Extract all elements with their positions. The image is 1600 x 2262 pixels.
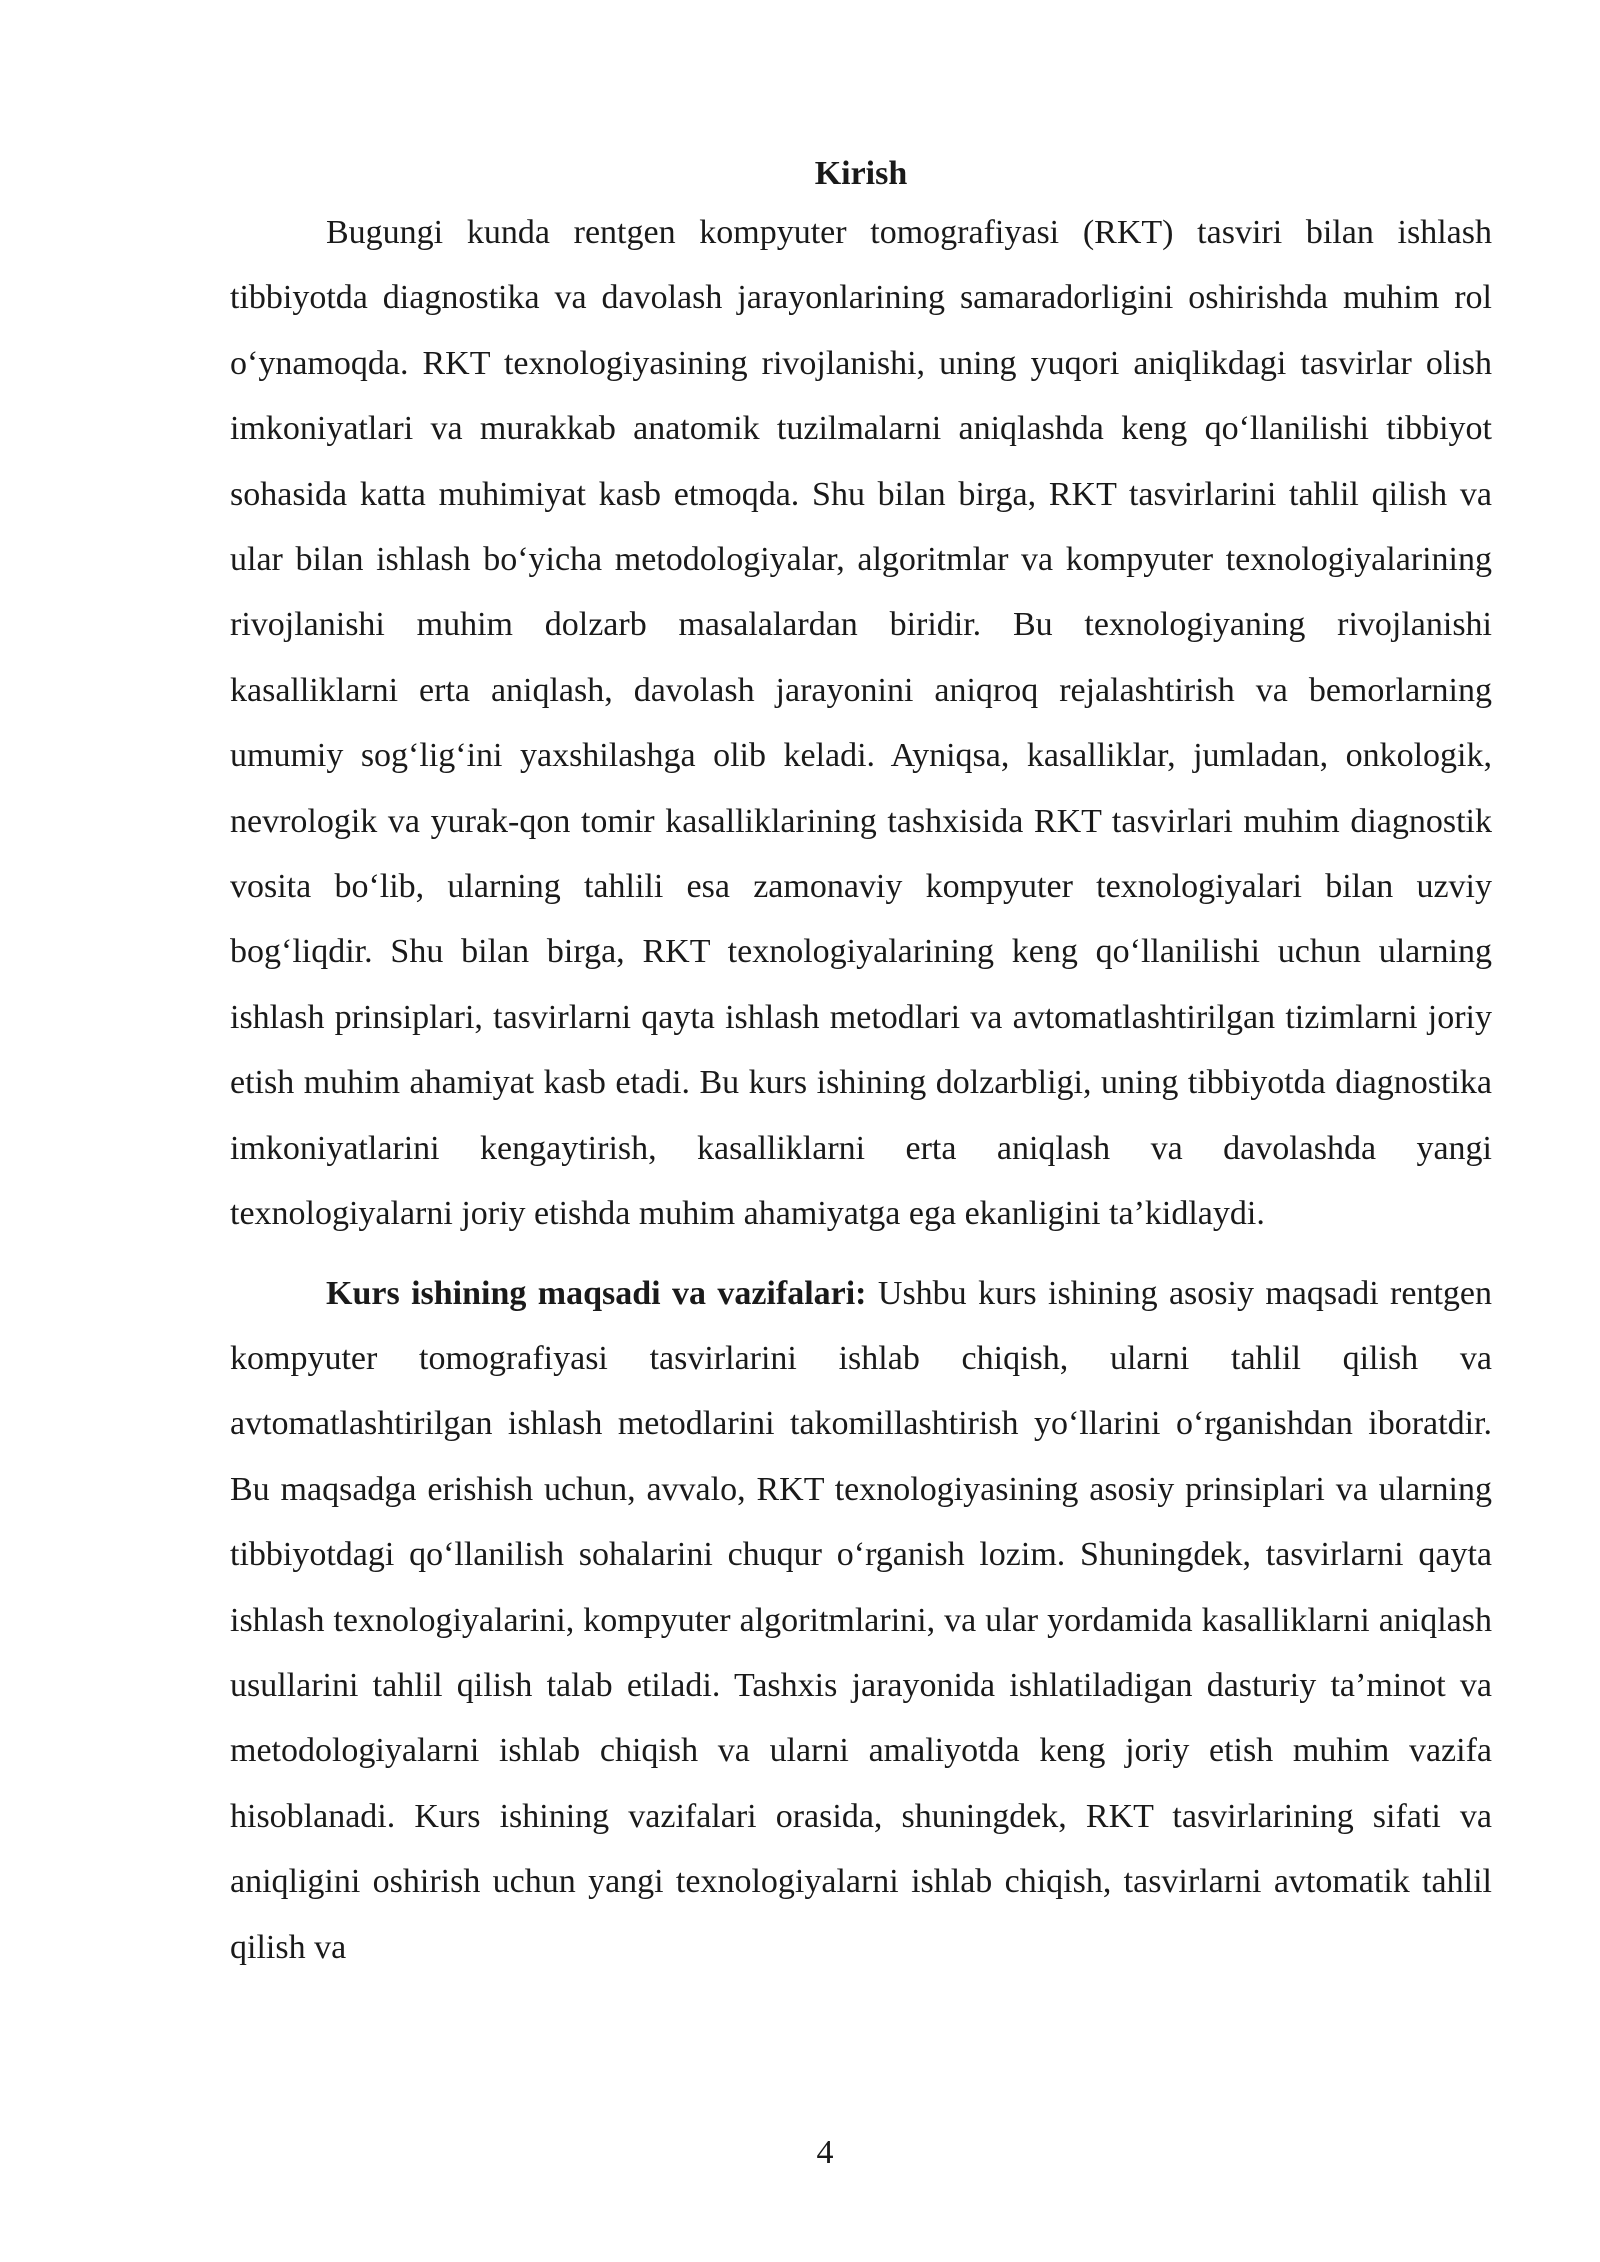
- page-number: 4: [816, 2134, 834, 2171]
- section-heading: Kirish: [814, 155, 908, 192]
- document-page: [230, 150, 1492, 1980]
- goals-lead: Kurs ishining maqsadi va vazifalari:: [326, 1274, 867, 1312]
- intro-paragraph: Bugungi kunda rentgen kompyuter tomografiyasi (RKT) tasviri bilan ishlash tibbiyotda diagnostika va davolash jarayonlarining samaradorligini oshirishda muhim rol o‘ynamoqda. RKT texnologiyasining rivojlanishi, uning yuqori aniqlikdagi tasvirlar olish imkoniyatlari va murakkab anatomik tuzilmalarni aniqlashda keng qo‘llanilishi tibbiyot sohasida katta muhimiyat kasb etmoqda. Shu bilan birga, RKT tasvirlarini tahlil qilish va ular bilan ishlash bo‘yicha metodologiyalar, algoritmlar va kompyuter texnologiyalarining rivojlanishi muhim dolzarb masalalardan biridir. Bu texnologiyaning rivojlanishi kasalliklarni erta aniqlash, davolash jarayonini aniqroq rejalashtirish va bemorlarning umumiy sog‘lig‘ini yaxshilashga olib keladi. Ayniqsa, kasalliklar, jumladan, onkologik, nevrologik va yurak-qon tomir kasalliklarining tashxisida RKT tasvirlari muhim diagnostik vosita bo‘lib, ularning tahlili esa zamonaviy kompyuter texnologiyalari bilan uzviy bog‘liqdir. Shu bilan birga, RKT texnologiyalarining keng qo‘llanilishi uchun ularning ishlash prinsiplari, tasvirlarni qayta ishlash metodlari va avtomatlashtirilgan tizimlarni joriy etish muhim ahamiyat kasb etadi. Bu kurs ishining dolzarbligi, uning tibbiyotda diagnostika imkoniyatlarini kengaytirish, kasalliklarni erta aniqlash va davolashda yangi texnologiyalarni joriy etishda muhim ahamiyatga ega ekanligini ta’kidlaydi.: [230, 214, 1492, 1233]
- goals-text: Ushbu kurs ishining asosiy maqsadi rentgen kompyuter tomografiyasi tasvirlarini ishlab chiqish, ularni tahlil qilish va avtomatlashtirilgan ishlash metodlarini takomillashtirish yo‘llarini o‘rganishdan iboratdir. Bu maqsadga erishish uchun, avvalo, RKT texnologiyasining asosiy prinsiplari va ularning tibbiyotdagi qo‘llanilish sohalarini chuqur o‘rganish lozim. Shuningdek, tasvirlarni qayta ishlash texnologiyalarini, kompyuter algoritmlarini, va ular yordamida kasalliklarni aniqlash usullarini tahlil qilish talab etiladi. Tashxis jarayonida ishlatiladigan dasturiy ta’minot va metodologiyalarni ishlab chiqish va ularni amaliyotda keng joriy etish muhim vazifa hisoblanadi. Kurs ishining vazifalari orasida, shuningdek, RKT tasvirlarining sifati va aniqligini oshirish uchun yangi texnologiyalarni ishlab chiqish, tasvirlarni avtomatik tahlil qilish va: [230, 1274, 1492, 1966]
- goals-paragraph: [230, 1261, 1492, 1980]
